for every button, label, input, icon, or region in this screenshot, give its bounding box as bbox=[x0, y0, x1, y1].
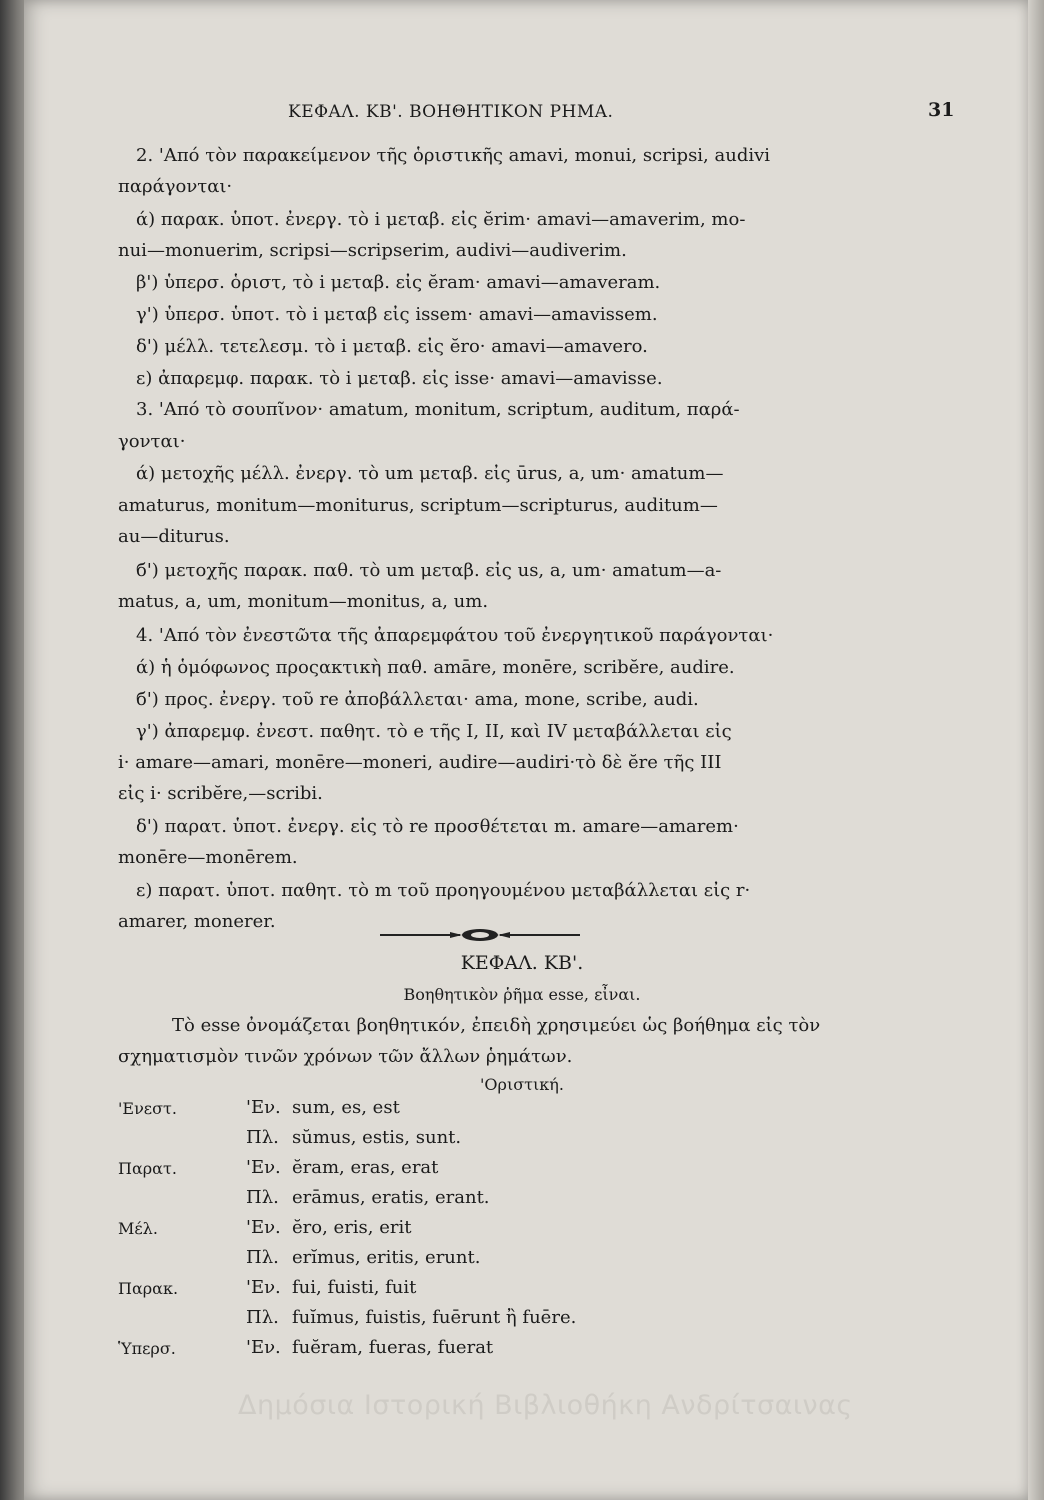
verb-forms: fuĕram, fueras, fuerat bbox=[292, 1337, 494, 1358]
text-line: au—diturus. bbox=[118, 526, 230, 547]
number-label: 'Εν. bbox=[246, 1277, 281, 1298]
number-label: Πλ. bbox=[246, 1127, 279, 1148]
text-line: ε) ἀπαρεμφ. παρακ. τὸ i μεταβ. εἰς isse· amavi—amavisse. bbox=[136, 368, 663, 389]
text-line: amarer, monerer. bbox=[118, 911, 276, 932]
verb-forms: sum, es, est bbox=[292, 1097, 400, 1118]
text-line: б') μετοχῆς παρακ. παθ. τὸ um μεταβ. εἰς us, a, um· amatum—a- bbox=[136, 560, 722, 581]
tense-label: Ὑπερσ. bbox=[118, 1339, 176, 1358]
number-label: 'Εν. bbox=[246, 1217, 281, 1238]
chapter-heading: ΚΕΦΑΛ. ΚΒ'. bbox=[460, 952, 584, 974]
verb-forms: ĕro, eris, erit bbox=[292, 1217, 412, 1238]
text-line: ε) παρατ. ὑποτ. παθητ. τὸ m τοῦ προηγουμένου μεταβάλλεται εἰς r· bbox=[136, 880, 751, 901]
library-watermark: Δημόσια Ιστορική Βιβλιοθήκη Ανδρίτσαινας bbox=[238, 1390, 853, 1421]
text-line: δ') μέλλ. τετελεσμ. τὸ i μεταβ. εἰς ĕro· amavi—amavero. bbox=[136, 336, 648, 357]
text-line: amaturus, monitum—moniturus, scriptum—scripturus, auditum— bbox=[118, 495, 718, 516]
verb-forms: fuĭmus, fuistis, fuērunt ἢ fuēre. bbox=[292, 1307, 577, 1328]
text-line: δ') παρατ. ὑποτ. ἐνεργ. εἰς τὸ re προσθέτεται m. amare—amarem· bbox=[136, 816, 739, 837]
number-label: 'Εν. bbox=[246, 1157, 281, 1178]
number-label: 'Εν. bbox=[246, 1097, 281, 1118]
text-line: ά) ἡ ὁμόφωνος προςακτικὴ παθ. amāre, monēre, scribĕre, audire. bbox=[136, 657, 735, 678]
text-line: γ') ὑπερσ. ὑποτ. τὸ i μεταβ εἰς issem· amavi—amavissem. bbox=[136, 304, 658, 325]
ornamental-divider bbox=[380, 928, 580, 942]
tense-label: Μέλ. bbox=[118, 1219, 158, 1238]
verb-forms: sŭmus, estis, sunt. bbox=[292, 1127, 462, 1148]
page-number: 31 bbox=[928, 99, 955, 121]
text-line: 2. 'Από τὸν παρακείμενον τῆς ὁριστικῆς amavi, monui, scripsi, audivi bbox=[136, 145, 771, 166]
text-line: monēre—monērem. bbox=[118, 847, 298, 868]
running-title: ΚΕΦΑΛ. ΚΒ'. ΒΟΗΘΗΤΙΚΟΝ ΡΗΜΑ. bbox=[288, 102, 614, 122]
verb-forms: ĕram, eras, erat bbox=[292, 1157, 439, 1178]
text-line: 4. 'Από τὸν ἐνεστῶτα τῆς ἀπαρεμφάτου τοῦ ἐνεργητικοῦ παράγονται· bbox=[136, 625, 774, 646]
text-line: matus, a, um, monitum—monitus, a, um. bbox=[118, 591, 489, 612]
number-label: Πλ. bbox=[246, 1307, 279, 1328]
text-line: εἰς i· scribĕre,—scribi. bbox=[118, 783, 323, 804]
text-line: ά) παρακ. ὑποτ. ἐνεργ. τὸ i μεταβ. εἰς ĕrim· amavi—amaverim, mo- bbox=[136, 209, 746, 230]
text-line: παράγονται· bbox=[118, 176, 233, 197]
text-line: γονται· bbox=[118, 431, 186, 452]
tense-label: 'Ενεστ. bbox=[118, 1099, 177, 1118]
verb-forms: erāmus, eratis, erant. bbox=[292, 1187, 490, 1208]
text-line: σχηματισμὸν τινῶν χρόνων τῶν ἄλλων ῥημάτων. bbox=[118, 1046, 573, 1067]
text-line: ά) μετοχῆς μέλλ. ἐνεργ. τὸ um μεταβ. εἰς ūrus, a, um· amatum— bbox=[136, 463, 724, 484]
text-line: Τὸ esse ὀνομάζεται βοηθητικόν, ἐπειδὴ χρησιμεύει ὡς βοήθημα εἰς τὸν bbox=[172, 1015, 821, 1036]
tense-label: Παρακ. bbox=[118, 1279, 179, 1298]
text-line: β') ὑπερσ. ὁριστ, τὸ i μεταβ. εἰς ĕram· amavi—amaveram. bbox=[136, 272, 661, 293]
verb-forms: erĭmus, eritis, erunt. bbox=[292, 1247, 481, 1268]
text-line: i· amare—amari, monēre—moneri, audire—audiri·τὸ δὲ ĕre τῆς III bbox=[118, 752, 722, 773]
text-line: nui—monuerim, scripsi—scripserim, audivi—audiverim. bbox=[118, 240, 627, 261]
tense-label: Παρατ. bbox=[118, 1159, 177, 1178]
text-line: 3. 'Από τὸ σουπῖνον· amatum, monitum, scriptum, auditum, παρά- bbox=[136, 399, 740, 420]
number-label: Πλ. bbox=[246, 1187, 279, 1208]
text-line: γ') ἀπαρεμφ. ἐνεστ. παθητ. τὸ e τῆς I, II, καὶ IV μεταβάλλεται εἰς bbox=[136, 721, 732, 742]
number-label: 'Εν. bbox=[246, 1337, 281, 1358]
chapter-subheading: Βοηθητικὸν ῥῆμα esse, εἶναι. bbox=[403, 985, 641, 1004]
number-label: Πλ. bbox=[246, 1247, 279, 1268]
verb-forms: fui, fuisti, fuit bbox=[292, 1277, 417, 1298]
text-line: б') προς. ἐνεργ. τοῦ re ἀποβάλλεται· ama, mone, scribe, audi. bbox=[136, 689, 699, 710]
mood-title: 'Οριστική. bbox=[480, 1075, 564, 1094]
